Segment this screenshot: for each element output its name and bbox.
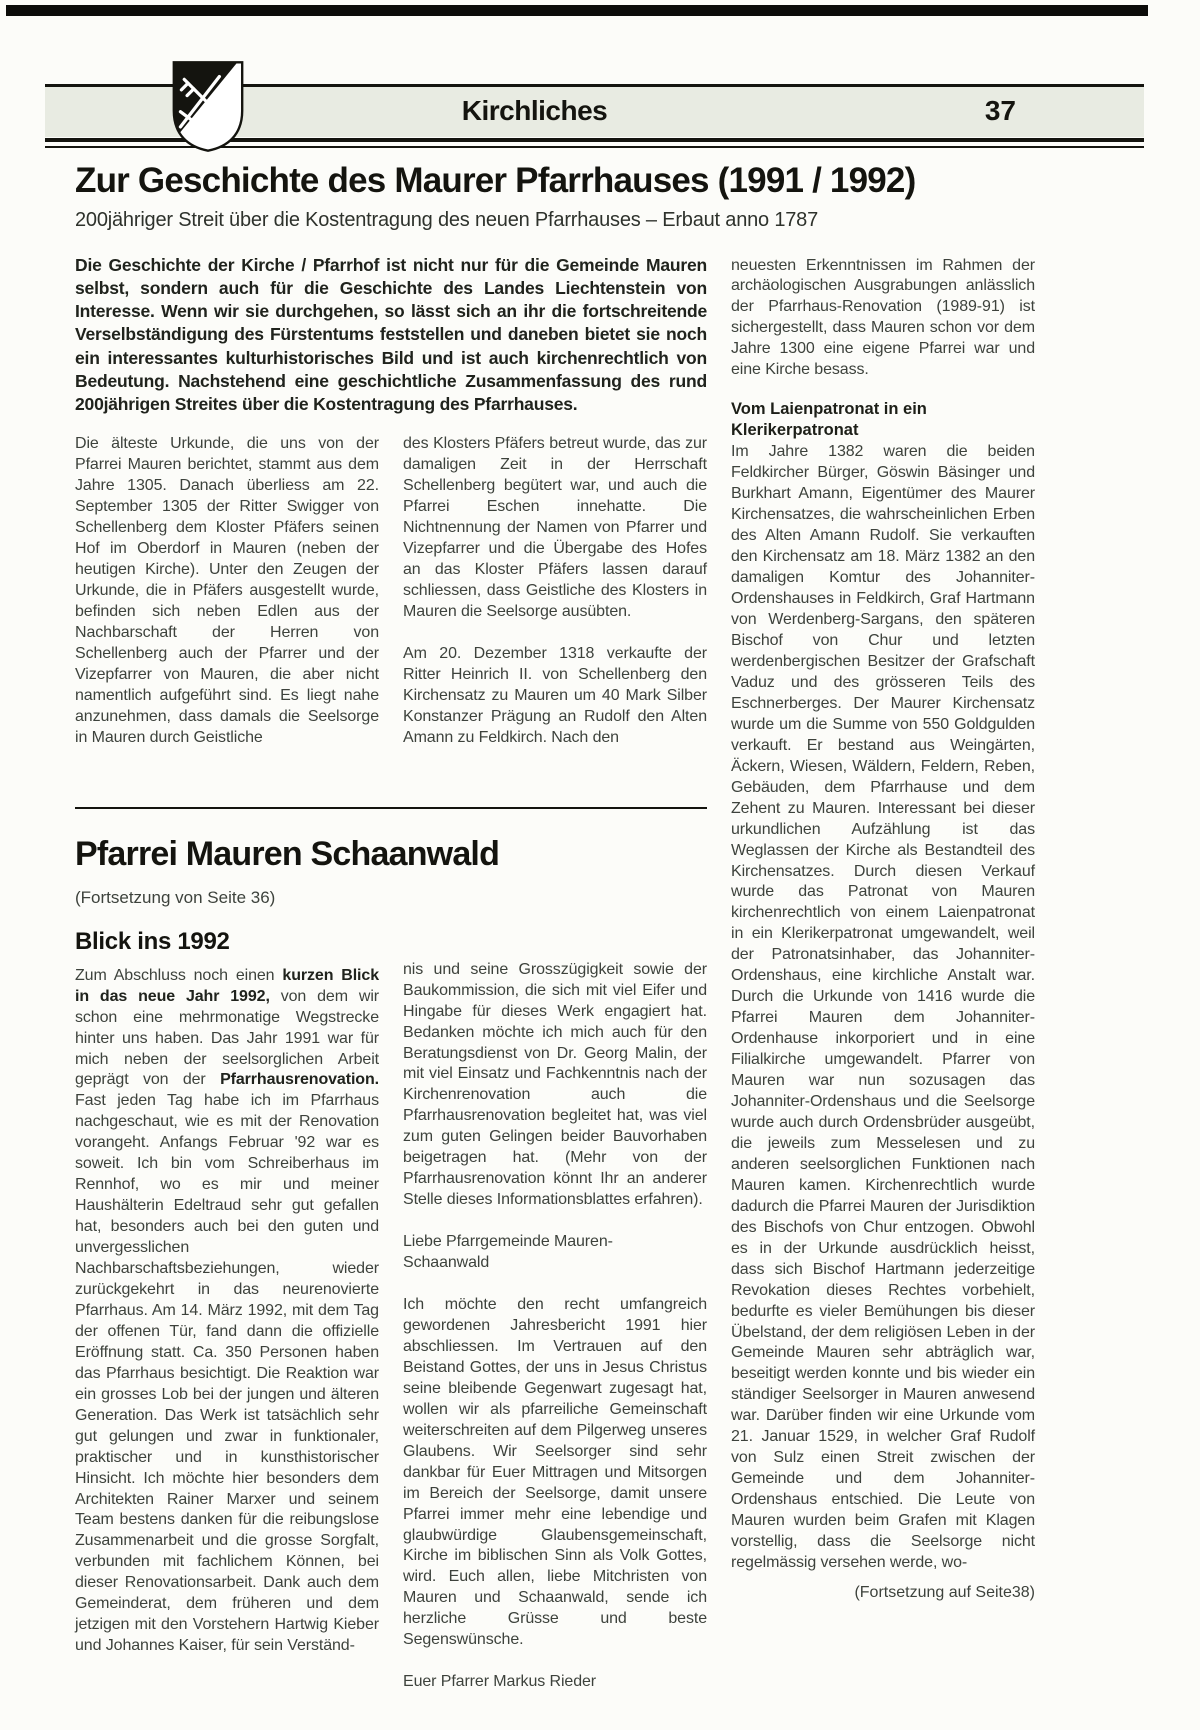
section-title: Kirchliches <box>461 95 608 126</box>
article2-section-heading: Blick ins 1992 <box>75 927 230 955</box>
signature: Euer Pfarrer Markus Rieder <box>403 1673 597 1691</box>
paragraph: Am 20. Dezember 1318 verkaufte der Ritter Heinrich II. von Schellenberg den Kirchensatz zu Mauren um 40 Mark Silber Konstanzer Prägung an Rudolf den Alten Amann zu Feldkirch. Nach den <box>403 644 707 746</box>
article1-columns <box>75 434 707 748</box>
article2-column-middle <box>403 928 707 1694</box>
paragraph <box>75 966 379 1657</box>
article2-column-left <box>75 928 379 1694</box>
paragraph: des Klosters Pfäfers betreut wurde, das zur damaligen Zeit in der Herrschaft Schellenberg begütert war, und auch die Pfarrei Eschen innehatte. Die Nichtnennung der Namen von Pfarrer und Vizepfarrer und die Übergabe des Hofes an das Kloster Pfäfers lassen darauf schliessen, dass Geistliche des Klosters in Mauren die Seelsorge ausübten. <box>403 435 707 620</box>
crest-logo <box>170 58 246 154</box>
left-area <box>75 246 707 1694</box>
continuation-to-note: (Fortsetzung auf Seite38) <box>854 1583 1035 1601</box>
article2-columns <box>75 928 707 1694</box>
paragraph: neuesten Erkenntnissen im Rahmen der archäologischen Ausgrabungen anlässlich der Pfarrhaus-Renovation (1989-91) ist sichergestellt, dass Mauren schon vor dem Jahre 1300 eine eigene Pfarrei war und eine Kirche besass. <box>731 256 1035 379</box>
paragraph: Im Jahre 1382 waren die beiden Feldkircher Bürger, Göswin Bäsinger und Burkhart Amann, Eigentümer des Maurer Kirchensatzes, die wahrscheinlichen Erben des Alten Amann Rudolf. Sie verkauften den Kirchensatz am 18. März 1382 an den damaligen Komtur des Johanniter-Ordenshauses in Feldkirch, Graf Hartmann von Werdenberg-Sargans, den späteren Bischof von Chur und letzten werdenbergischen Besitzer der Grafschaft Vaduz und des grösseren Teils des Eschnerberges. Der Maurer Kirchensatz wurde um die Summe von 550 Goldgulden verkauft. Er bestand aus Weingärten, Äckern, Wiesen, Wäldern, Feldern, Reben, Gebäuden, dem Pfarrhause und dem Zehent zu Mauren. Interessant bei dieser urkundlichen Aufzählung ist das Weglassen der Kirche als Bestandteil des Kirchensatzes. Durch diesen Verkauf wurde das Patronat von Mauren kirchenrechtlich von einem Laienpatronat in ein Klerikerpatronat umgewandelt, weil der Patronatsinhaber, das Johanniter-Ordenshaus, eine kirchliche Anstalt war. Durch die Urkunde von 1416 wurde die Pfarrei Mauren dem Johanniter-Ordenhause inkorporiert und in eine Filialkirche umgewandelt. Pfarrer von Mauren war nun sozusagen das Johanniter-Ordenshaus und die Seelsorge wurde auch durch Ordensbrüder ausgeübt, die jeweils zum Messelesen und zu anderen seelsorglichen Funktionen nach Mauren kamen. Kirchenrechtlich wurde dadurch die Pfarrei Mauren der Jurisdiktion des Bischofs von Chur entzogen. Obwohl es in der Urkunde ausdrücklich heisst, dass sich Bischof Hartmann jederzeitige Revokation dieses Rechtes vorbehielt, bedurfte es vieler Bemühungen bis dieser Übelstand, der dem religiösen Leben in der Gemeinde Mauren sehr abträglich war, beseitigt werden konnte und bis wieder ein ständiger Seelsorger in Mauren anwesend war. Darüber finden wir eine Urkunde vom 21. Januar 1529, in welcher Graf Rudolf von Sulz einen Streit zwischen der Gemeinde und dem Johanniter-Ordenshaus entschied. Die Leute von Mauren wurden beim Grafen mit Klagen vorstellig, dass die Seelsorge nicht regelmässig versehen werde, wo- <box>731 443 1035 1571</box>
text-run: von dem wir schon eine mehrmonatige Wegstrecke hinter uns haben. Das Jahr 1991 war für mich neben der seelsorglichen Arbeit geprägt von der <box>75 987 379 1089</box>
paragraph: nis und seine Grosszügigkeit sowie der Baukommission, die sich mit viel Eifer und Hingabe für dieses Werk engagiert hat. Bedanken möchte ich mich auch für den Beratungsdienst von Dr. Georg Malin, der mit viel Einsatz und Fachkenntnis nach der Kirchenrenovation auch die Pfarrhausrenovation begleitet hat, was viel zum guten Gelingen beider Bauvorhaben beigetragen hat. (Mehr von der Pfarrhausrenovation könnt Ihr an anderer Stelle dieses Informationsblattes erfahren). <box>403 960 707 1209</box>
article2-title: Pfarrei Mauren Schaanwald <box>75 834 500 873</box>
article1-intro-paragraph: Die Geschichte der Kirche / Pfarrhof ist nicht nur für die Gemeinde Mauren selbst, sondern auch für die Geschichte des Landes Liechtenstein von Interesse. Wenn wir sie durchgehen, so lässt sich an ihr die fortschreitende Verselbständigung des Fürstentums feststellen und daneben bietet sie noch ein interessantes kulturhistorisches Bild und ist auch kirchenrechtlich von Bedeutung. Nachstehend eine geschichtliche Zusammenfassung des rund 200jährigen Streites über die Kostentragung des Pfarrhauses. <box>75 254 707 415</box>
continuation-from-note: (Fortsetzung von Seite 36) <box>75 887 276 907</box>
salutation: Liebe Pfarrgemeinde Mauren- Schaanwald <box>403 1233 613 1272</box>
bold-text-run: Pfarrhausrenovation. <box>220 1071 379 1089</box>
bold-text-run: kurzen Blick in das neue Jahr 1992, <box>75 966 380 1005</box>
right-column <box>731 246 1035 1694</box>
text-run: Fast jeden Tag habe ich im Pfarrhaus nachgeschaut, wie es mit der Renovation vorangeht. Anfangs Februar '92 war es soweit. Ich bin vom Schreiberhaus im Rennhof, wo es mir und meiner Haushälterin Edeltraud sehr gut gefallen hat, besonders auch bei den guten und unvergesslichen Nachbarschaftsbeziehungen, wieder zurückgekehrt in das neurenovierte Pfarrhaus. Am 14. März 1992, mit dem Tag der offenen Tür, fand dann die offizielle Eröffnung statt. Ca. 350 Personen haben das Pfarrhaus besichtigt. Die Reaktion war ein grosses Lob bei der jungen und älteren Generation. Das Werk ist tatsächlich sehr gut gelungen und zwar in funktionaler, praktischer und in kunsthistorischer Hinsicht. Ich möchte hier besonders dem Architekten Rainer Marxer und seinem Team bestens danken für die reibungslose Zusammenarbeit und die grosse Sorgfalt, verbunden mit fachlichem Können, bei dieser Renovationsarbeit. Dank auch dem Gemeinderat, dem früheren und dem jetzigen mit den Vorstehern Hartwig Kieber und Johannes Kaiser, für sein Verständ- <box>75 1092 379 1655</box>
article-divider-rule <box>75 807 707 809</box>
paragraph: Die älteste Urkunde, die uns von der Pfarrei Mauren berichtet, stammt aus dem Jahre 1305. Danach überliess am 22. September 1305 der Ritter Swigger von Schellenberg dem Kloster Pfäfers seinen Hof im Oberdorf in Mauren (neben der heutigen Kirche). Unter den Zeugen der Urkunde, die in Pfäfers ausgestellt wurde, befinden sich neben Edlen aus der Nachbarschaft der Herren von Schellenberg auch der Pfarrer und der Vizepfarrer von Mauren, die aber nicht namentlich aufgeführt sind. Es liegt nahe anzunehmen, dass damals die Seelsorge in Mauren durch Geistliche <box>75 435 379 746</box>
paragraph: Ich möchte den recht umfangreich gewordenen Jahresbericht 1991 hier abschliessen. Im Vertrauen auf den Beistand Gottes, der uns in Jesus Christus seine bleibende Gegenwart zugesagt hat, wollen wir als pfarreiliche Gemeinschaft weiterschreiten auf dem Pilgerweg unseres Glaubens. Wir Seelsorger sind sehr dankbar für Euer Mittragen und Mitsorgen im Bereich der Seelsorge, damit unsere Pfarrei immer mehr eine lebendige und glaubwürdige Glaubensgemeinschaft, Kirche im biblischen Sinn als Volk Gottes, wird. Euch allen, liebe Mitchristen von Mauren und Schaanwald, sende ich herzliche Grüsse und beste Segenswünsche. <box>403 1296 707 1649</box>
right-column-heading: Vom Laienpatronat in ein Klerikerpatronat <box>731 400 927 439</box>
article1-title: Zur Geschichte des Maurer Pfarrhauses (1991 / 1992) <box>75 161 916 200</box>
article1-column-middle <box>403 434 707 748</box>
article1-subtitle: 200jähriger Streit über die Kostentragung des neuen Pfarrhauses – Erbaut anno 1787 <box>75 208 819 231</box>
text-run: Zum Abschluss noch einen <box>75 966 283 984</box>
page-number: 37 <box>984 95 1016 126</box>
page-content <box>75 246 1035 1694</box>
page-header <box>0 0 1200 152</box>
article1-column-left <box>75 434 379 748</box>
shield-key-sword-icon <box>170 58 246 154</box>
